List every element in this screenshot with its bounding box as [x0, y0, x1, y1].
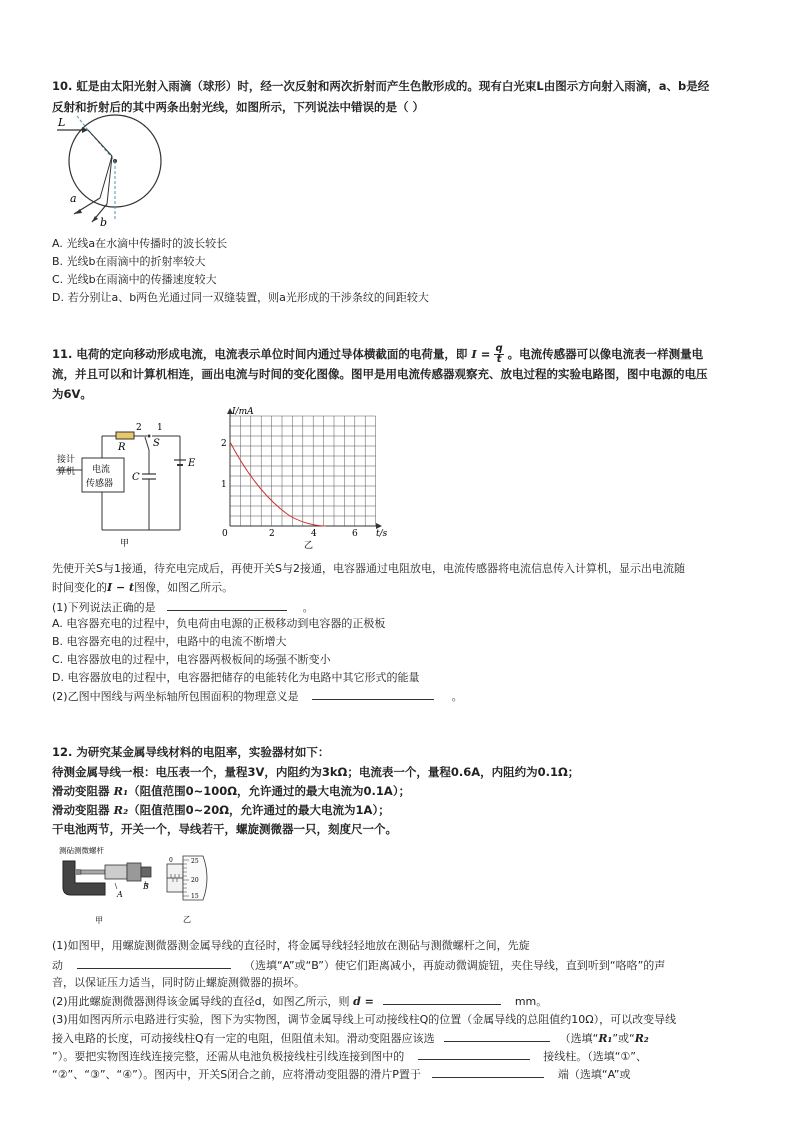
ytick-1: 1 [221, 480, 227, 490]
q12-s3-text-e: ”）。要把实物图连线连接完整，还需从电池负极接线柱引线连接到图中的 [52, 1050, 405, 1063]
q12-s3-line1: (3)用如图丙所示电路进行实验，图下为实物图，调节金属导线上可动接线柱Q的位置（金属导线的总阻值约10Ω），可以改变导线 [52, 1013, 677, 1026]
q12-answer-blank-3[interactable] [444, 1028, 550, 1042]
q11-stem-line1 [52, 344, 752, 365]
q11-answer-blank-2[interactable] [312, 686, 434, 700]
q11-stem-line2: 流，并且可以和计算机相连，画出电流与时间的变化图像。图甲是用电流传感器观察充、放电过程的实验电路图，图中电源的电压 [52, 367, 708, 381]
label-n2: 2 [136, 423, 142, 433]
q11-sub2 [52, 686, 752, 706]
graph-caption: 乙 [304, 541, 314, 551]
scale-20: 20 [191, 877, 199, 884]
q11-stem-text-a: 11. 电荷的定向移动形成电流，电流表示单位时间内通过导体横截面的电荷量，即 [52, 347, 468, 361]
symbol-d: d = [353, 995, 374, 1008]
formula-q: q [495, 343, 503, 354]
formula-t: t [496, 354, 502, 365]
q12-stem4-text-b: （阻值范围0~20Ω，允许通过的最大电流为1A）； [128, 803, 390, 817]
q11-desc2-text-a: 时间变化的 [52, 581, 107, 594]
q11-desc-line1: 先使开关S与1接通，待充电完成后，再使开关S与2接通，电容器通过电阻放电，电流传感器将电流信息传入计算机，显示出电流随 [52, 562, 685, 575]
label-E: E [188, 458, 196, 469]
q12-s3-text-d: ”或“ [612, 1032, 635, 1045]
q12-s3-text-g: “②”、“③”、“④”）。图丙中，开关S闭合之前，应将滑动变阻器的滑片P置于 [52, 1068, 421, 1081]
circuit-caption: 甲 [120, 539, 130, 549]
xtick-4: 4 [311, 529, 317, 539]
ytick-2: 2 [221, 439, 227, 449]
q12-stem-line4 [52, 801, 752, 820]
discharge-curve [230, 442, 326, 526]
q12-stem-line1: 12. 为研究某金属导线材料的电阻率，实验器材如下： [52, 745, 330, 759]
q12-answer-blank-1[interactable] [77, 955, 231, 969]
label-A: A [117, 890, 123, 899]
formula-fraction [494, 344, 503, 365]
q12-s1-line3: 音，以保证压力适当，同时防止螺旋测微器的损坏。 [52, 976, 305, 989]
q11-answer-blank-1[interactable] [167, 597, 287, 611]
label-R: R [118, 442, 126, 453]
q12-s3-line4 [52, 1064, 752, 1084]
label-C: C [132, 472, 140, 483]
q12-s3-line3 [52, 1046, 752, 1066]
q11-stem-text-b: 。电流传感器可以像电流表一样测量电 [507, 347, 704, 361]
q10-stem-line2: 反射和折射后的其中两条出射光线，如图所示，下列说法中错误的是（ ） [52, 100, 424, 114]
q12-s2-unit: mm。 [514, 995, 548, 1008]
computer-label-1: 接计 [57, 455, 76, 465]
q11-stem-line3: 为6V。 [52, 387, 92, 401]
q11-option-d: D. 电容器放电的过程中，电容器把储存的电能转化为电路中其它形式的能量 [52, 671, 420, 684]
label-n1: 1 [157, 423, 163, 433]
q11-sub2-text: (2)乙图中图线与两坐标轴所包围面积的物理意义是 [52, 690, 299, 703]
q12-stem4-text-a: 滑动变阻器 [52, 803, 114, 817]
raindrop-figure [52, 118, 172, 228]
micrometer-figure [55, 843, 167, 925]
scale-caption: 乙 [183, 915, 191, 924]
q12-s3-text-h: 端（选填“A”或 [557, 1068, 631, 1081]
xtick-6: 6 [352, 529, 358, 539]
micrometer-label: 测砧测微螺杆 [59, 846, 104, 855]
q11-sub1-end: 。 [302, 601, 314, 614]
symbol-R2-option: R₂ [634, 1032, 649, 1045]
q11-sub1-text: (1)下列说法正确的是 [52, 601, 156, 614]
q12-answer-blank-2[interactable] [383, 991, 501, 1005]
q12-s1-line2 [52, 955, 752, 975]
q11-option-a: A. 电容器充电的过程中，负电荷由电源的正极移动到电容器的正极板 [52, 617, 386, 630]
label-b: b [100, 216, 108, 229]
scale-zero: 0 [169, 857, 173, 864]
q10-option-b: B. 光线b在雨滴中的折射率较大 [52, 255, 206, 268]
q12-stem-line3 [52, 782, 752, 801]
graph-grid [230, 416, 376, 526]
scale-25: 25 [191, 858, 199, 865]
q11-desc-line2 [52, 578, 752, 597]
label-a: a [70, 192, 77, 205]
q12-s3-line2 [52, 1028, 752, 1048]
q11-sub2-end: 。 [451, 690, 463, 703]
q11-option-b: B. 电容器充电的过程中，电路中的电流不断增大 [52, 635, 287, 648]
symbol-R1: R₁ [113, 784, 129, 798]
formula-eq: = [476, 347, 495, 361]
sensor-label-2: 传感器 [86, 479, 114, 489]
q11-desc2-text-b: 图像，如图乙所示。 [134, 581, 234, 594]
current-time-graph [218, 406, 398, 554]
q12-stem3-text-b: （阻值范围0~100Ω，允许通过的最大电流为0.1A）； [128, 784, 411, 798]
q12-s2-text-a: (2)用此螺旋测微器测得该金属导线的直径d，如图乙所示，则 [52, 995, 350, 1008]
q12-stem3-text-a: 滑动变阻器 [52, 784, 114, 798]
label-B: B [143, 882, 149, 891]
q12-stem-line2: 待测金属导线一根：电压表一个，量程3V，内阻约为3kΩ；电流表一个，量程0.6A，内阻约为0.1Ω； [52, 765, 580, 779]
label-S: S [153, 438, 160, 449]
q12-s2-line [52, 991, 752, 1011]
q12-stem-line5: 干电池两节，开关一个，导线若干，螺旋测微器一只，刻度尺一个。 [52, 822, 397, 836]
q12-s1-text-b: 动 [52, 959, 63, 972]
q10-stem-line1: 10. 虹是由太阳光射入雨滴（球形）时，经一次反射和两次折射而产生色散形成的。现有白光束L由图示方向射入雨滴，a、b是经 [52, 79, 710, 93]
q12-s3-text-f: 接线柱。（选填“①”、 [543, 1050, 647, 1063]
q12-answer-blank-5[interactable] [432, 1064, 544, 1078]
xtick-2: 2 [269, 529, 275, 539]
micrometer-scale-figure [165, 850, 225, 928]
symbol-R2: R₂ [113, 803, 129, 817]
q10-option-c: C. 光线b在雨滴中的传播速度较大 [52, 273, 217, 286]
q11-option-c: C. 电容器放电的过程中，电容器两极板间的场强不断变小 [52, 653, 331, 666]
symbol-R1-option: R₁ [598, 1032, 613, 1045]
q12-s1-line1: (1)如图甲，用螺旋测微器测金属导线的直径时，将金属导线轻轻地放在测砧与测微螺杆之间，先旋 [52, 939, 530, 952]
sensor-label-1: 电流 [92, 465, 111, 475]
label-L: L [58, 116, 66, 129]
xlabel: t/s [376, 529, 388, 539]
computer-label-2: 算机 [57, 467, 76, 477]
q10-option-d: D. 若分别让a、b两色光通过同一双缝装置，则a光形成的干涉条纹的间距较大 [52, 291, 429, 304]
q10-option-a: A. 光线a在水滴中传播时的波长较长 [52, 237, 228, 250]
ylabel: I/mA [232, 407, 254, 417]
scale-15: 15 [191, 893, 199, 900]
q12-answer-blank-4[interactable] [418, 1046, 530, 1060]
formula-I: I [471, 347, 477, 361]
q12-s1-text-c: （选填“A”或“B”）使它们距离减小，再旋动微调旋钮，夹住导线，直到听到“咯咯”的声 [244, 959, 666, 972]
xtick-0: 0 [222, 529, 228, 539]
circuit-diagram [52, 418, 202, 548]
q12-s3-text-c: （选填“ [559, 1032, 599, 1045]
formula-I-t: I − t [107, 581, 135, 594]
micrometer-caption: 甲 [95, 916, 103, 925]
q12-s3-text-b: 接入电路的长度，可动接线柱Q有一定的电阻，但阻值未知。滑动变阻器应该选 [52, 1032, 435, 1045]
